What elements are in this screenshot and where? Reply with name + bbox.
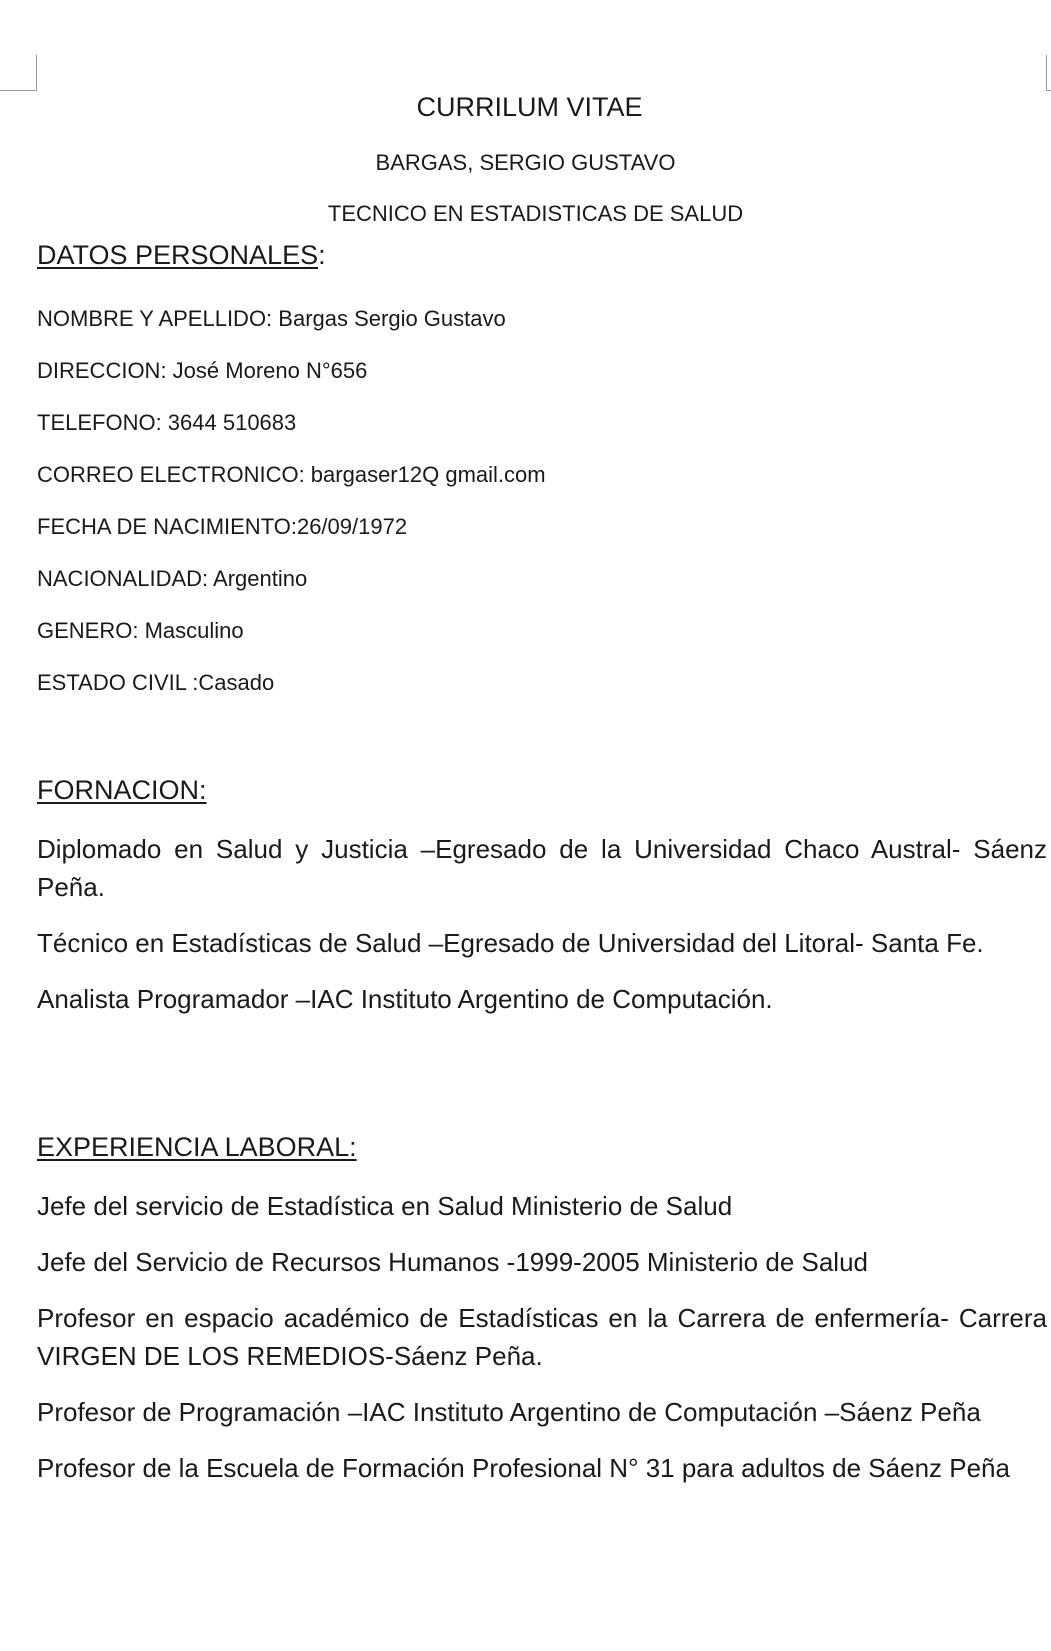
margin-mark-top-right	[1046, 55, 1047, 91]
education-heading-text: FORNACION:	[37, 775, 207, 805]
experience-list	[37, 1187, 1047, 1487]
margin-mark-top-left	[36, 55, 37, 91]
experience-item: Profesor de la Escuela de Formación Profesional N° 31 para adultos de Sáenz Peña	[37, 1453, 1010, 1483]
personal-item-gender: GENERO: Masculino	[37, 618, 244, 643]
personal-data-heading-colon: :	[318, 240, 326, 270]
margin-mark-top-right-horizontal	[1046, 90, 1051, 91]
experience-heading-text: EXPERIENCIA LABORAL:	[37, 1132, 357, 1162]
experience-item: Jefe del Servicio de Recursos Humanos -1999-2005 Ministerio de Salud	[37, 1247, 868, 1277]
personal-item-phone: TELEFONO: 3644 510683	[37, 410, 297, 435]
margin-mark-top-left-horizontal	[0, 90, 37, 91]
personal-data-heading-text: DATOS PERSONALES	[37, 240, 319, 270]
education-item: Analista Programador –IAC Instituto Argentino de Computación.	[37, 984, 773, 1014]
education-list	[37, 830, 1047, 1018]
personal-item-nationality: NACIONALIDAD: Argentino	[37, 566, 308, 591]
personal-item-civil-status: ESTADO CIVIL :Casado	[37, 670, 275, 695]
personal-item-birthdate: FECHA DE NACIMIENTO:26/09/1972	[37, 514, 408, 539]
education-item: Diplomado en Salud y Justicia –Egresado de la Universidad Chaco Austral- Sáenz Peña.	[37, 834, 1047, 902]
document-title: CURRILUM VITAE	[416, 92, 643, 122]
personal-data-heading	[37, 240, 326, 271]
education-item: Técnico en Estadísticas de Salud –Egresado de Universidad del Litoral- Santa Fe.	[37, 928, 984, 958]
personal-item-name: NOMBRE Y APELLIDO: Bargas Sergio Gustavo	[37, 306, 506, 331]
personal-item-address: DIRECCION: José Moreno N°656	[37, 358, 368, 383]
person-name: BARGAS, SERGIO GUSTAVO	[375, 150, 676, 175]
experience-item: Profesor en espacio académico de Estadísticas en la Carrera de enfermería- Carrera VIRGEN DE LOS REMEDIOS-Sáenz Peña.	[37, 1303, 1047, 1371]
education-heading	[37, 775, 207, 806]
personal-item-email: CORREO ELECTRONICO: bargaser12Q gmail.com	[37, 462, 546, 487]
experience-item: Profesor de Programación –IAC Instituto Argentino de Computación –Sáenz Peña	[37, 1397, 981, 1427]
profession-title: TECNICO EN ESTADISTICAS DE SALUD	[327, 201, 744, 226]
experience-heading	[37, 1132, 357, 1163]
experience-item: Jefe del servicio de Estadística en Salud Ministerio de Salud	[37, 1191, 733, 1221]
personal-data-list	[37, 305, 1037, 721]
